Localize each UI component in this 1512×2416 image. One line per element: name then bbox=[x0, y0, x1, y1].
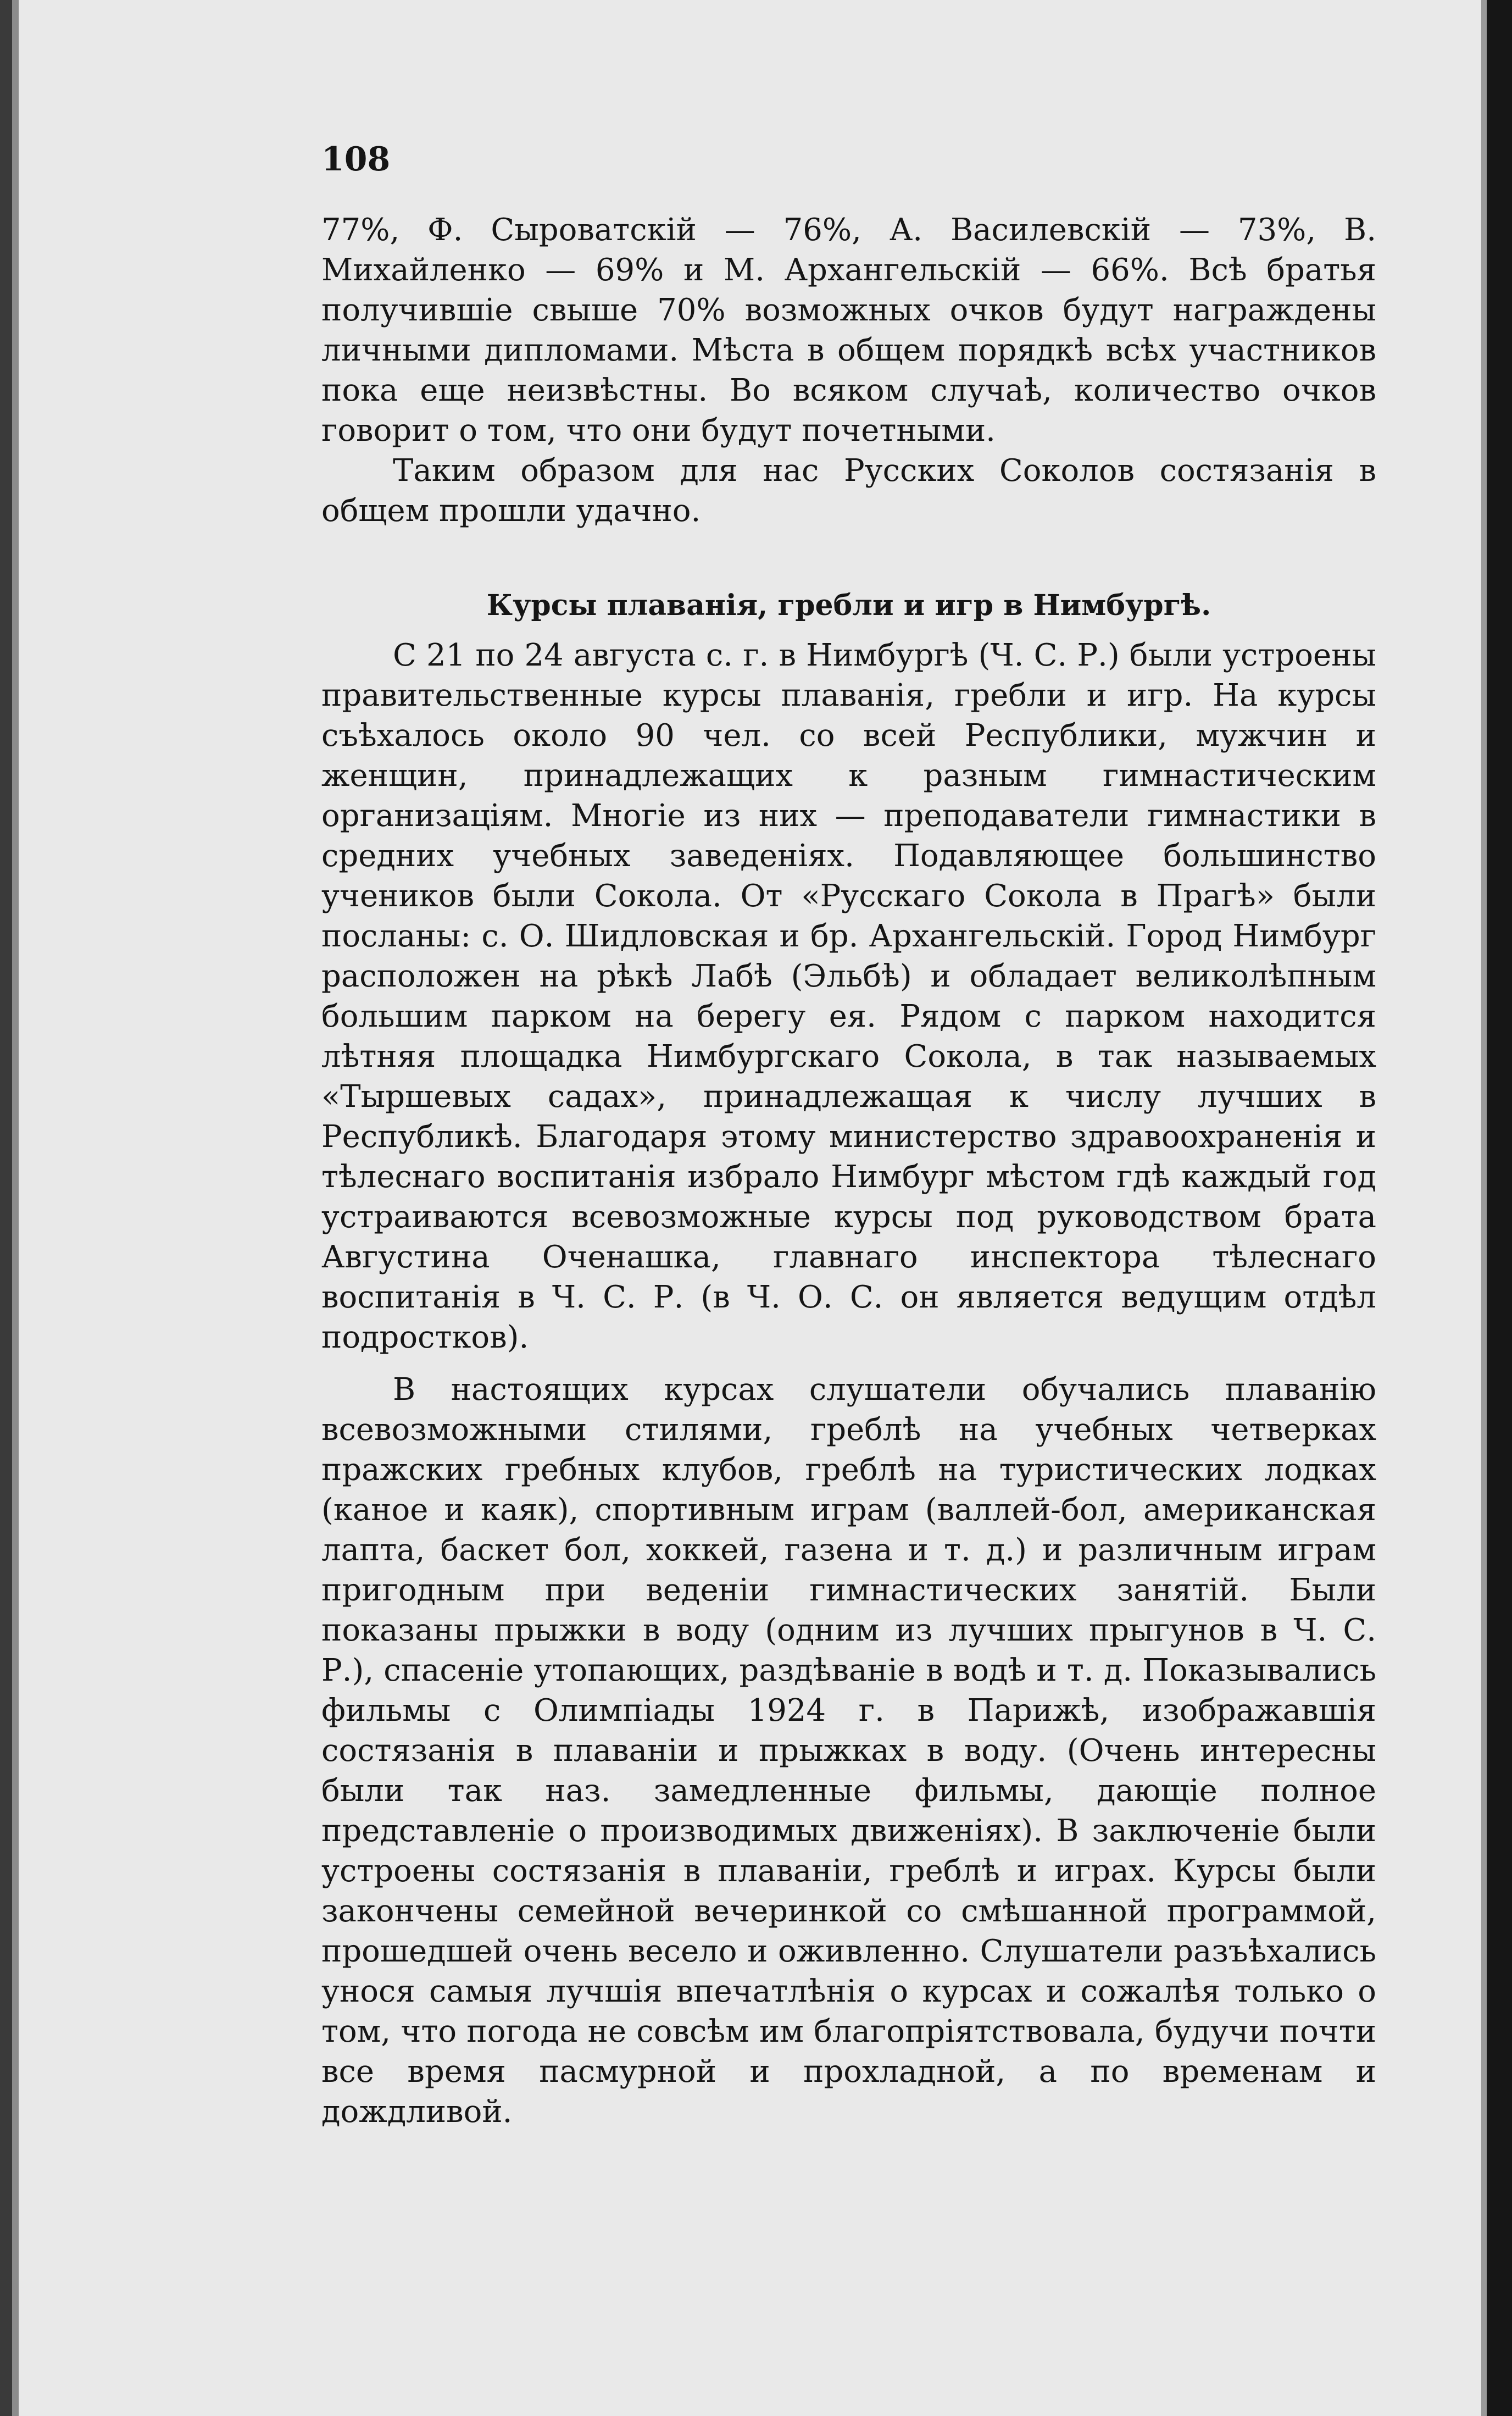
section-heading: Курсы плаванія, гребли и игр в Нимбургѣ. bbox=[486, 589, 1211, 622]
text-column bbox=[321, 137, 1376, 2132]
paragraph-courses-details: В настоящих курсах слушатели обучались плаванію всевозможными стилями, греблѣ на учебных четверках пражских гребных клубов, греблѣ на туристических лодках (каное и каяк), спортивным играм (валлей-бол, американская лапта, баскет бол, хоккей, газена и т. д.) и различным играм пригодным при веденіи гимнастических занятій. Были показаны прыжки в воду (одним из лучших прыгунов в Ч. С. Р.), спасеніе утопающих, раздѣваніе в водѣ и т. д. Показывались фильмы с Олимпіады 1924 г. в Парижѣ, изображавшія состязанія в плаваніи и прыжках в воду. (Очень интересны были так наз. замедленные фильмы, дающіе полное представленіе о производимых движеніях). В заключеніе были устроены состязанія в плаваніи, греблѣ и играх. Курсы были закончены семейной вечеринкой со смѣшанной программой, прошедшей очень весело и оживленно. Слушатели разъѣхались унося самыя лучшія впечатлѣнія о курсах и сожалѣя только о том, что погода не совсѣм им благопріятствовала, будучи почти все время пасмурной и прохладной, а по временам и дождливой. bbox=[321, 1372, 1376, 2130]
paragraph-results: 77%, Ф. Сыроватскій — 76%, А. Василевскій — 73%, В. Михайленко — 69% и М. Архангельскій — 66%. Всѣ братья получившіе свыше 70% возможных очков будут награждены личными дипломами. Мѣста в общем порядкѣ всѣх участников пока еще неизвѣстны. Во всяком случаѣ, количество очков говорит о том, что они будут почетными. bbox=[321, 212, 1376, 448]
paragraph-summary: Таким образом для нас Русских Соколов состязанія в общем прошли удачно. bbox=[321, 453, 1376, 529]
page-edge-right-light bbox=[1481, 0, 1487, 2416]
binding-shadow-left bbox=[0, 0, 12, 2416]
page-edge-right-dark bbox=[1487, 0, 1512, 2416]
binding-edge-left bbox=[12, 0, 19, 2416]
paragraph-courses-intro: С 21 по 24 августа с. г. в Нимбургѣ (Ч. С. Р.) были устроены правительственные курсы плаванія, гребли и игр. На курсы съѣхалось около 90 чел. со всей Республики, мужчин и женщин, принадлежащих к разным гимнастическим организаціям. Многіе из них — преподаватели гимнастики в средних учебных заведеніях. Подавляющее большинство учеников были Сокола. От «Русскаго Сокола в Прагѣ» были посланы: с. О. Шидловская и бр. Архангельскій. Город Нимбург расположен на рѣкѣ Лабѣ (Эльбѣ) и обладает великолѣпным большим парком на берегу ея. Рядом с парком находится лѣтняя площадка Нимбургскаго Сокола, в так называемых «Тыршевых садах», принадлежащая к числу лучших в Республикѣ. Благодаря этому министерство здравоохраненія и тѣлеснаго воспитанія избрало Нимбург мѣстом гдѣ каждый год устраиваются всевозможные курсы под руководством брата Августина Оченашка, главнаго инспектора тѣлеснаго воспитанія в Ч. С. Р. (в Ч. О. С. он является ведущим отдѣл подростков). bbox=[321, 638, 1376, 1355]
page-number: 108 bbox=[321, 140, 391, 179]
